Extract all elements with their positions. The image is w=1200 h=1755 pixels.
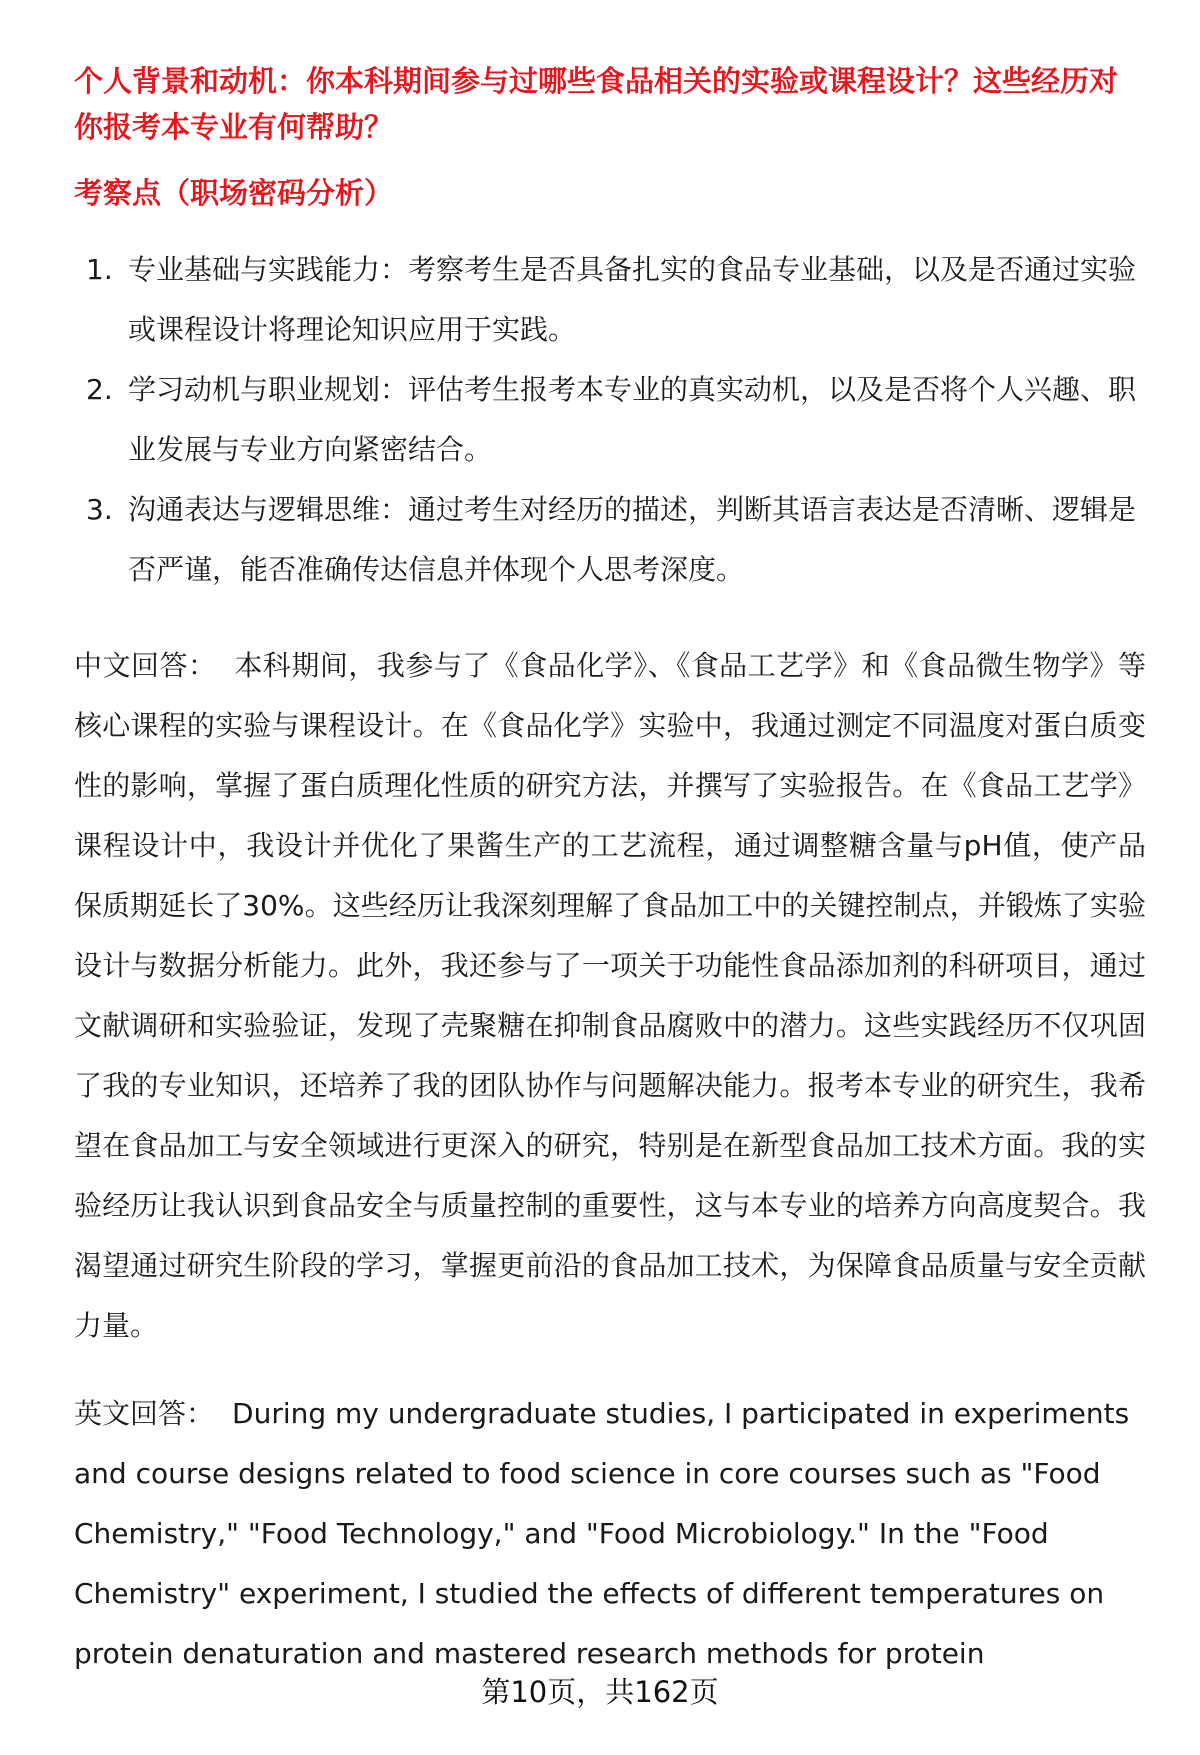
question-heading: 个人背景和动机：你本科期间参与过哪些食品相关的实验或课程设计？这些经历对你报考本专业有何帮助？ xyxy=(74,64,1119,144)
list-item xyxy=(74,480,1146,600)
list-item-number: 2. xyxy=(86,373,113,406)
assessment-points-list xyxy=(74,240,1146,600)
list-item xyxy=(74,360,1146,480)
list-item xyxy=(74,240,1146,360)
english-answer xyxy=(74,1384,1146,1684)
chinese-answer-text: 本科期间，我参与了《食品化学》、《食品工艺学》和《食品微生物学》等核心课程的实验与课程设计。在《食品化学》实验中，我通过测定不同温度对蛋白质变性的影响，掌握了蛋白质理化性质的研究方法，并撰写了实验报告。在《食品工艺学》课程设计中，我设计并优化了果酱生产的工艺流程，通过调整糖含量与pH值，使产品保质期延长了30%。这些经历让我深刻理解了食品加工中的关键控制点，并锻炼了实验设计与数据分析能力。此外，我还参与了一项关于功能性食品添加剂的科研项目，通过文献调研和实验验证，发现了壳聚糖在抑制食品腐败中的潜力。这些实践经历不仅巩固了我的专业知识，还培养了我的团队协作与问题解决能力。报考本专业的研究生，我希望在食品加工与安全领域进行更深入的研究，特别是在新型食品加工技术方面。我的实验经历让我认识到食品安全与质量控制的重要性，这与本专业的培养方向高度契合。我渴望通过研究生阶段的学习，掌握更前沿的食品加工技术，为保障食品质量与安全贡献力量。 xyxy=(74,649,1146,1342)
list-item-text: 专业基础与实践能力：考察考生是否具备扎实的食品专业基础，以及是否通过实验或课程设计将理论知识应用于实践。 xyxy=(128,253,1137,346)
document-page xyxy=(74,58,1146,1684)
chinese-answer-label: 中文回答： xyxy=(74,649,217,682)
page-footer: 第10页，共162页 xyxy=(481,1675,719,1709)
section-title: 考察点（职场密码分析） xyxy=(74,176,394,210)
list-item-text: 学习动机与职业规划：评估考生报考本专业的真实动机，以及是否将个人兴趣、职业发展与专业方向紧密结合。 xyxy=(128,373,1137,466)
list-item-text: 沟通表达与逻辑思维：通过考生对经历的描述，判断其语言表达是否清晰、逻辑是否严谨，能否准确传达信息并体现个人思考深度。 xyxy=(128,493,1137,586)
english-answer-text: During my undergraduate studies, I participated in experiments and course designs related to food science in core courses such as "Food Chemistry," "Food Technology," and "Food Microbiology." In the "Food Chemistry" experiment, I studied the effects of different temperatures on protein denaturation and mastered research methods for protein xyxy=(74,1397,1130,1670)
list-item-number: 1. xyxy=(86,253,113,286)
english-answer-label: 英文回答： xyxy=(74,1397,215,1430)
list-item-number: 3. xyxy=(86,493,113,526)
chinese-answer xyxy=(74,636,1146,1356)
